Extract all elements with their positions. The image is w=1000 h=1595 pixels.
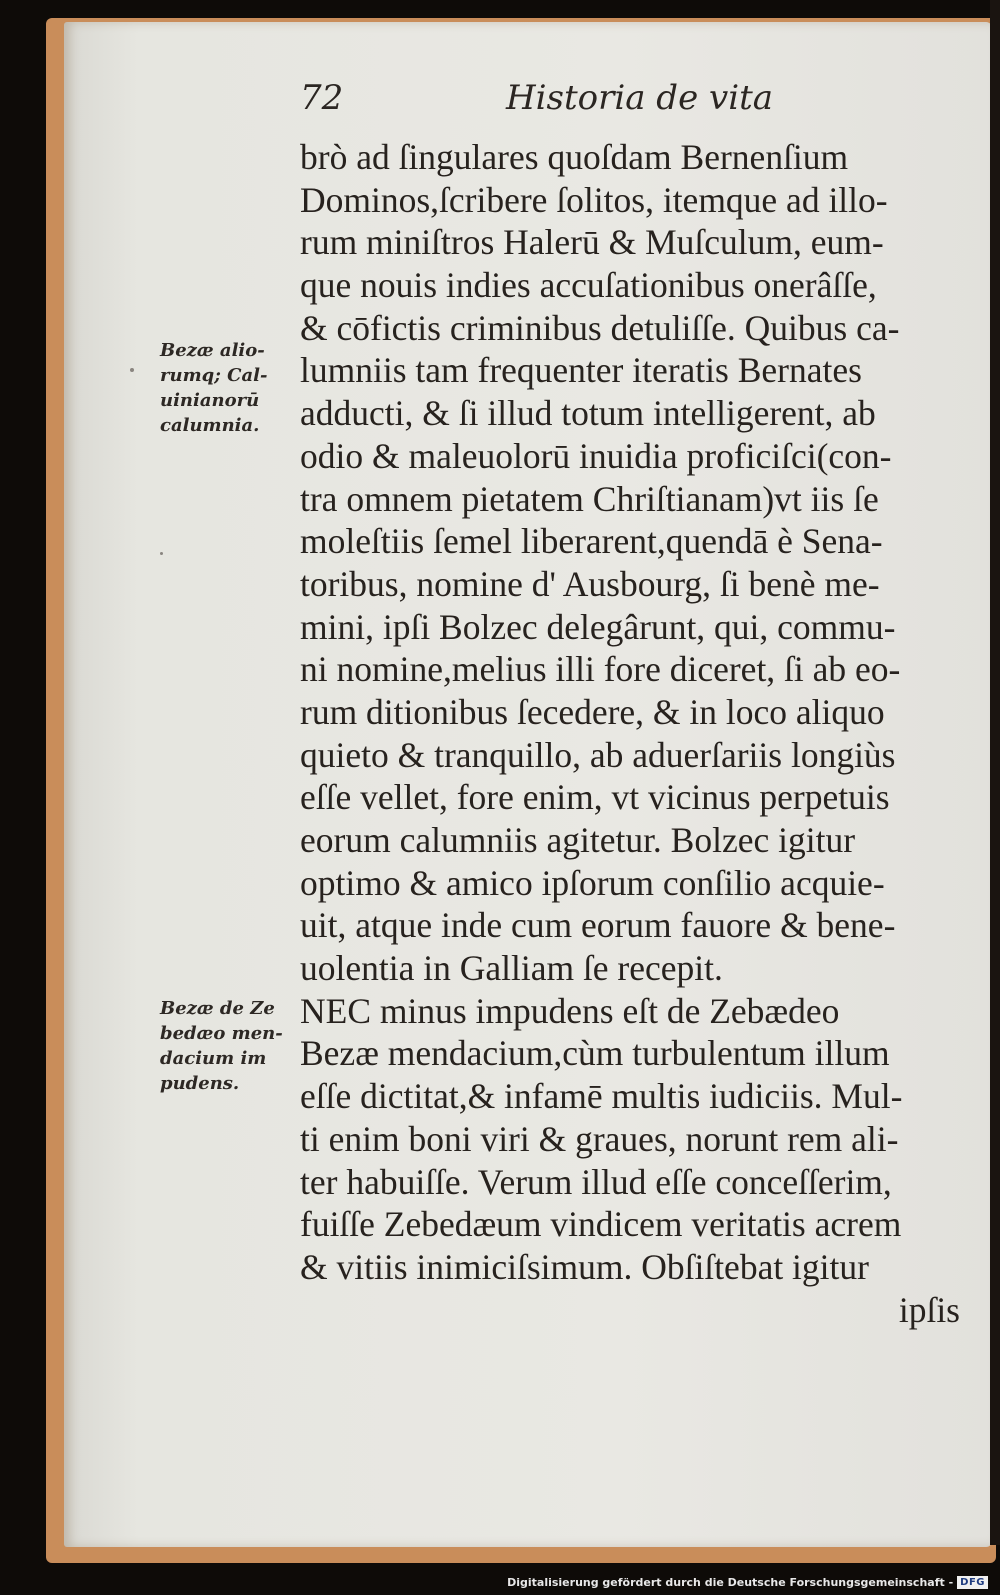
page-number: 72 [300, 78, 344, 118]
margin-note-line: uinianorū [160, 390, 260, 411]
text-line: NEC minus impudens eſt de Zebædeo [300, 990, 840, 1031]
text-line: rum miniſtros Halerū & Muſculum, eum- [300, 222, 884, 263]
dfg-logo: DFG [957, 1576, 988, 1589]
margin-note-line: Bezæ alio- [160, 340, 265, 361]
text-line: quieto & tranquillo, ab aduerſariis longiùs [300, 734, 896, 775]
text-line: eſſe vellet, fore enim, vt vicinus perpetuis [300, 777, 890, 818]
text-line: eorum calumniis agitetur. Bolzec igitur [300, 820, 856, 860]
footer-credit: Digitalisierung gefördert durch die Deutsche Forschungsgemeinschaft - [507, 1575, 954, 1589]
text-line: mini, ipſi Bolzec delegârunt, qui, commu- [300, 606, 896, 647]
margin-note-line: rumq; Cal- [160, 365, 268, 386]
text-line: odio & maleuolorū inuidia proficiſci(con- [300, 435, 892, 476]
text-line: rum ditionibus ſecedere, & in loco aliquo [300, 691, 885, 732]
text-line: ti enim boni viri & graues, norunt rem ali- [300, 1118, 899, 1159]
text-line: eſſe dictitat,& infamē multis iudiciis. Mul- [300, 1076, 903, 1117]
text-line: uit, atque inde cum eorum fauore & bene- [300, 905, 896, 946]
margin-note-line: dacium im [160, 1048, 267, 1069]
catchword-line: ipſis [898, 1289, 960, 1330]
text-line: adducti, & ſi illud totum intelligerent, ab [300, 393, 876, 434]
running-head [300, 78, 774, 128]
text-line: Bezæ mendacium,cùm turbulentum illum [300, 1033, 890, 1074]
margin-note-line: calumnia. [160, 415, 260, 436]
text-line: & cōfictis criminibus detuliſſe. Quibus ca- [300, 307, 900, 348]
margin-note-line: Bezæ de Ze [160, 998, 275, 1019]
text-line: optimo & amico ipſorum conſilio acquie- [300, 862, 885, 903]
margin-note [160, 996, 295, 1096]
body-text [300, 136, 960, 1331]
text-line: ter habuiſſe. Verum illud eſſe conceſſerim, [300, 1161, 892, 1202]
margin-note-line: pudens. [160, 1073, 240, 1094]
text-line: ni nomine,melius illi fore diceret, ſi ab eo- [300, 649, 901, 690]
text-line: tra omnem pietatem Chriſtianam)vt iis ſe [300, 478, 879, 519]
scan-border [990, 0, 1000, 1545]
text-line: fuiſſe Zebedæum vindicem veritatis acrem [300, 1204, 902, 1245]
paper-speck [160, 552, 163, 555]
margin-note-line: bedæo men- [160, 1023, 283, 1044]
text-line: brò ad ſingulares quoſdam Bernenſium [300, 137, 849, 177]
paper-speck [130, 368, 134, 372]
text-line: & vitiis inimiciſsimum. Obſiſtebat igitur [300, 1246, 869, 1287]
running-head-title: Historia de vita [506, 78, 774, 118]
text-line: lumniis tam frequenter iteratis Bernates [300, 350, 862, 391]
text-line: que nouis indies accuſationibus onerâſſe, [300, 265, 877, 306]
digitization-footer [507, 1573, 988, 1591]
margin-note [160, 338, 295, 438]
text-line: toribus, nomine d' Ausbourg, ſi benè me- [300, 563, 880, 604]
text-line: moleſtiis ſemel liberarent,quendā è Sena- [300, 521, 883, 562]
text-line: uolentia in Galliam ſe recepit. [300, 948, 723, 989]
text-line: Dominos,ſcribere ſolitos, itemque ad illo- [300, 179, 888, 220]
